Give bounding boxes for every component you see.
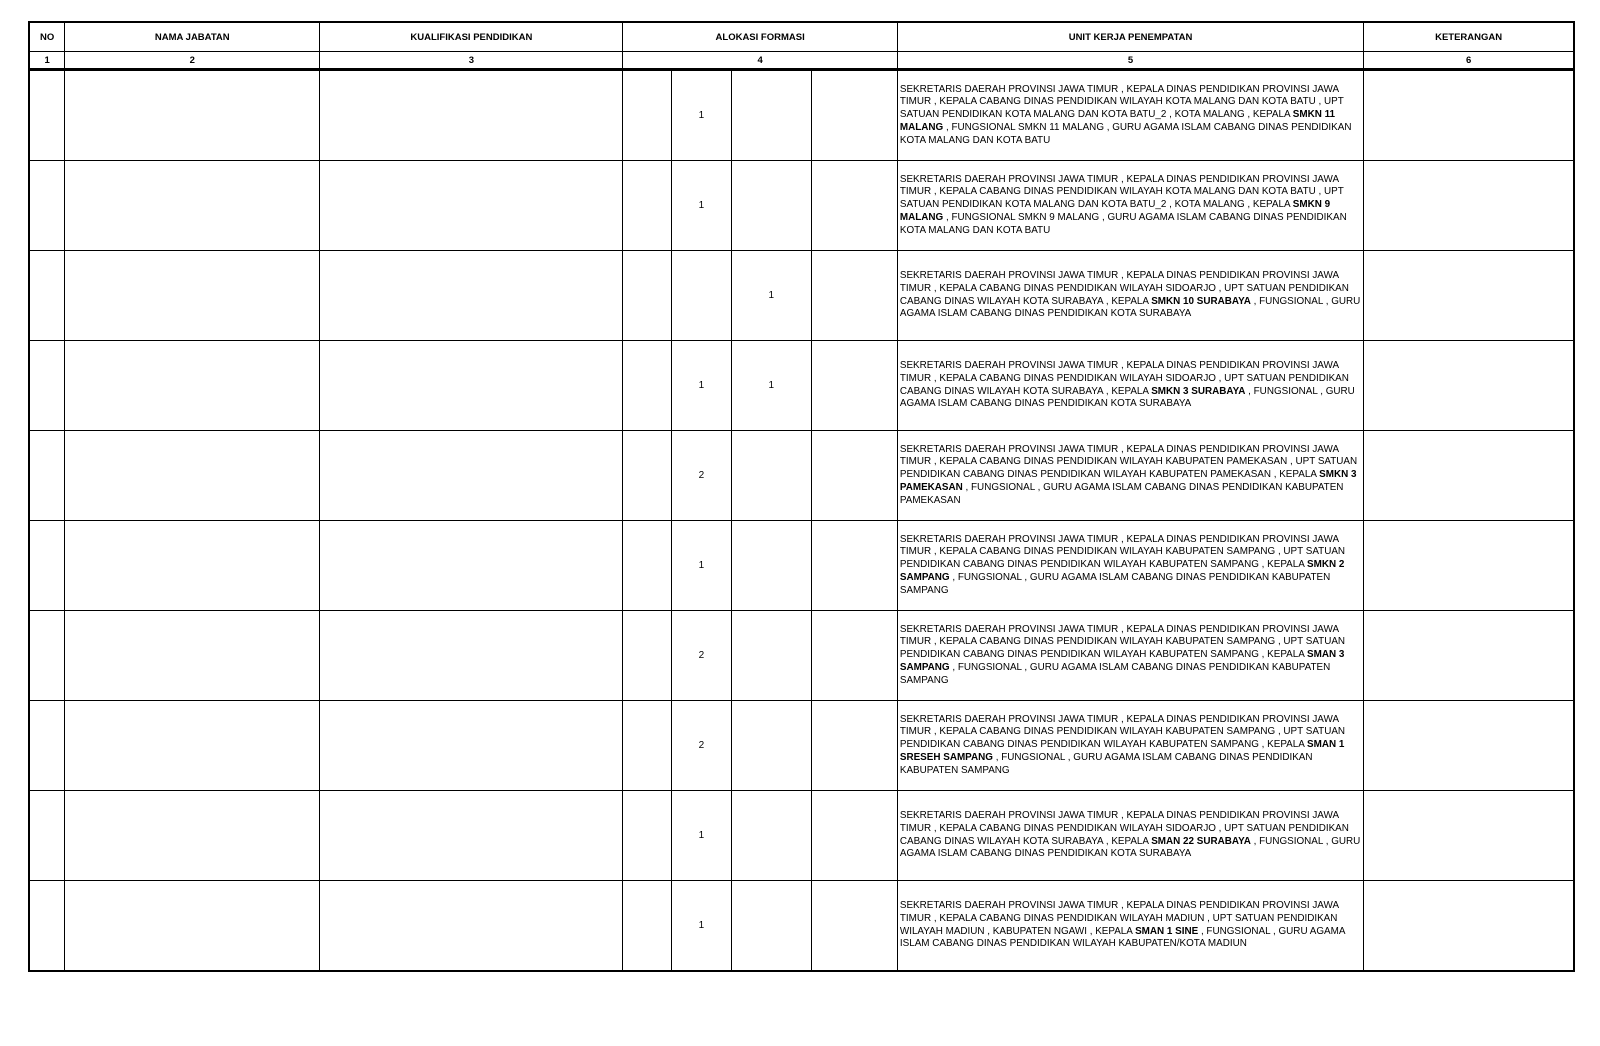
cell-alokasi-formasi [812,341,898,431]
unit-text: SEKRETARIS DAERAH PROVINSI JAWA TIMUR , KEPALA DINAS PENDIDIKAN PROVINSI JAWA TIMUR , KEPALA CABANG DINAS PENDIDIKAN WILAYAH SIDOARJO , UPT SATUAN PENDIDIKAN CABANG DINAS WILAYAH KOTA SURABAYA , KEPALA [899,809,1349,847]
cell-keterangan [1364,251,1574,341]
cell-alokasi-formasi [623,881,672,972]
cell-no [29,701,65,791]
cell-no [29,611,65,701]
unit-school-name: SMKN 9 MALANG [899,199,1331,223]
cell-nama-jabatan [65,881,320,972]
cell-alokasi-formasi [623,611,672,701]
unit-text: , FUNGSIONAL , GURU AGAMA ISLAM CABANG DINAS PENDIDIKAN KABUPATEN PAMEKASAN [899,481,1344,506]
cell-alokasi-formasi: 2 [672,701,731,791]
cell-alokasi-formasi: 1 [672,161,731,251]
cell-alokasi-formasi [731,791,812,881]
header-unit-kerja-penempatan: UNIT KERJA PENEMPATAN [897,22,1363,52]
cell-unit-kerja-penempatan [897,521,1363,611]
unit-text: SEKRETARIS DAERAH PROVINSI JAWA TIMUR , KEPALA DINAS PENDIDIKAN PROVINSI JAWA TIMUR , KEPALA CABANG DINAS PENDIDIKAN WILAYAH SIDOARJO , UPT SATUAN PENDIDIKAN CABANG DINAS WILAYAH KOTA SURABAYA , KEPALA [899,269,1349,307]
cell-nama-jabatan [65,611,320,701]
cell-alokasi-formasi [731,521,812,611]
unit-text: , FUNGSIONAL , GURU AGAMA ISLAM CABANG DINAS PENDIDIKAN WILAYAH KABUPATEN/KOTA MADIUN [899,925,1345,950]
cell-alokasi-formasi: 2 [672,611,731,701]
cell-keterangan [1364,881,1574,972]
cell-keterangan [1364,161,1574,251]
cell-kualifikasi-pendidikan [320,161,623,251]
cell-alokasi-formasi [812,611,898,701]
unit-school-name: SMKN 10 SURABAYA [1151,295,1251,307]
unit-text: SEKRETARIS DAERAH PROVINSI JAWA TIMUR , KEPALA DINAS PENDIDIKAN PROVINSI JAWA TIMUR , KEPALA CABANG DINAS PENDIDIKAN WILAYAH KABUPATEN SAMPANG , UPT SATUAN PENDIDIKAN CABANG DINAS PENDIDIKAN WILAYAH KABUPATEN SAMPANG , KEPALA [899,713,1346,751]
cell-keterangan [1364,341,1574,431]
column-number: 3 [320,52,623,70]
table-row [29,611,1574,701]
cell-alokasi-formasi [812,791,898,881]
cell-keterangan [1364,70,1574,161]
unit-text: SEKRETARIS DAERAH PROVINSI JAWA TIMUR , KEPALA DINAS PENDIDIKAN PROVINSI JAWA TIMUR , KEPALA CABANG DINAS PENDIDIKAN WILAYAH KOTA MALANG DAN KOTA BATU , UPT SATUAN PENDIDIKAN KOTA MALANG DAN KOTA BATU_2 , KOTA MALANG , KEPALA [899,83,1344,121]
table-row [29,701,1574,791]
cell-keterangan [1364,611,1574,701]
cell-nama-jabatan [65,701,320,791]
cell-alokasi-formasi [623,161,672,251]
cell-no [29,881,65,972]
column-number: 4 [623,52,897,70]
cell-alokasi-formasi: 1 [672,70,731,161]
cell-no [29,70,65,161]
cell-no [29,161,65,251]
header-no: NO [29,22,65,52]
cell-alokasi-formasi [623,70,672,161]
cell-alokasi-formasi [812,431,898,521]
unit-text: SEKRETARIS DAERAH PROVINSI JAWA TIMUR , KEPALA DINAS PENDIDIKAN PROVINSI JAWA TIMUR , KEPALA CABANG DINAS PENDIDIKAN WILAYAH KABUPATEN SAMPANG , UPT SATUAN PENDIDIKAN CABANG DINAS PENDIDIKAN WILAYAH KABUPATEN SAMPANG , KEPALA [899,623,1346,661]
unit-text: , FUNGSIONAL , GURU AGAMA ISLAM CABANG DINAS PENDIDIKAN KABUPATEN SAMPANG [899,571,1331,596]
cell-alokasi-formasi [812,251,898,341]
cell-no [29,341,65,431]
table-row [29,70,1574,161]
cell-kualifikasi-pendidikan [320,611,623,701]
cell-alokasi-formasi [812,521,898,611]
unit-text: , FUNGSIONAL , GURU AGAMA ISLAM CABANG DINAS PENDIDIKAN KOTA SURABAYA [899,835,1361,860]
header-alokasi-formasi: ALOKASI FORMASI [623,22,897,52]
cell-nama-jabatan [65,791,320,881]
table-row [29,341,1574,431]
cell-kualifikasi-pendidikan [320,431,623,521]
table-row [29,791,1574,881]
header-keterangan: KETERANGAN [1364,22,1574,52]
cell-unit-kerja-penempatan [897,701,1363,791]
cell-alokasi-formasi: 1 [731,341,812,431]
header-kualifikasi-pendidikan: KUALIFIKASI PENDIDIKAN [320,22,623,52]
cell-nama-jabatan [65,161,320,251]
table-row [29,431,1574,521]
cell-unit-kerja-penempatan [897,161,1363,251]
cell-alokasi-formasi [623,431,672,521]
cell-unit-kerja-penempatan [897,431,1363,521]
cell-keterangan [1364,791,1574,881]
cell-no [29,431,65,521]
cell-unit-kerja-penempatan [897,341,1363,431]
cell-no [29,791,65,881]
cell-alokasi-formasi [812,70,898,161]
table-row [29,521,1574,611]
cell-nama-jabatan [65,341,320,431]
cell-unit-kerja-penempatan [897,251,1363,341]
cell-kualifikasi-pendidikan [320,251,623,341]
unit-school-name: SMKN 3 SURABAYA [1151,385,1246,397]
table-row [29,881,1574,972]
cell-unit-kerja-penempatan [897,791,1363,881]
unit-text: , FUNGSIONAL , GURU AGAMA ISLAM CABANG DINAS PENDIDIKAN KABUPATEN SAMPANG [899,661,1331,686]
unit-school-name: SMAN 1 SINE [1135,925,1199,937]
cell-unit-kerja-penempatan [897,611,1363,701]
cell-alokasi-formasi [623,791,672,881]
column-number: 5 [897,52,1363,70]
header-row [29,22,1574,52]
cell-alokasi-formasi [672,251,731,341]
cell-alokasi-formasi [812,701,898,791]
unit-text: SEKRETARIS DAERAH PROVINSI JAWA TIMUR , KEPALA DINAS PENDIDIKAN PROVINSI JAWA TIMUR , KEPALA CABANG DINAS PENDIDIKAN WILAYAH KABUPATEN SAMPANG , UPT SATUAN PENDIDIKAN CABANG DINAS PENDIDIKAN WILAYAH KABUPATEN SAMPANG , KEPALA [899,533,1346,571]
cell-alokasi-formasi [623,341,672,431]
cell-alokasi-formasi [731,611,812,701]
header-nama-jabatan: NAMA JABATAN [65,22,320,52]
column-number-row [29,52,1574,70]
column-number: 6 [1364,52,1574,70]
cell-kualifikasi-pendidikan [320,341,623,431]
unit-text: , FUNGSIONAL SMKN 11 MALANG , GURU AGAMA ISLAM CABANG DINAS PENDIDIKAN KOTA MALANG DAN KOTA BATU [899,121,1352,146]
cell-nama-jabatan [65,70,320,161]
unit-text: , FUNGSIONAL , GURU AGAMA ISLAM CABANG DINAS PENDIDIKAN KOTA SURABAYA [899,295,1361,320]
cell-alokasi-formasi: 1 [672,341,731,431]
cell-alokasi-formasi: 1 [672,791,731,881]
cell-kualifikasi-pendidikan [320,70,623,161]
unit-school-name: SMKN 3 PAMEKASAN [899,469,1357,493]
formasi-table [28,21,1575,972]
column-number: 2 [65,52,320,70]
unit-text: , FUNGSIONAL , GURU AGAMA ISLAM CABANG DINAS PENDIDIKAN KABUPATEN SAMPANG [899,751,1313,776]
cell-keterangan [1364,701,1574,791]
cell-kualifikasi-pendidikan [320,881,623,972]
cell-alokasi-formasi: 1 [672,881,731,972]
cell-kualifikasi-pendidikan [320,521,623,611]
cell-alokasi-formasi: 1 [672,521,731,611]
cell-nama-jabatan [65,431,320,521]
cell-alokasi-formasi [731,431,812,521]
cell-alokasi-formasi [812,161,898,251]
table-row [29,161,1574,251]
cell-alokasi-formasi [731,701,812,791]
unit-school-name: SMKN 2 SAMPANG [899,559,1345,583]
cell-alokasi-formasi [731,70,812,161]
table-row [29,251,1574,341]
table-body [29,70,1574,972]
unit-school-name: SMAN 1 SRESEH SAMPANG [899,739,1345,763]
unit-text: SEKRETARIS DAERAH PROVINSI JAWA TIMUR , KEPALA DINAS PENDIDIKAN PROVINSI JAWA TIMUR , KEPALA CABANG DINAS PENDIDIKAN WILAYAH SIDOARJO , UPT SATUAN PENDIDIKAN CABANG DINAS WILAYAH KOTA SURABAYA , KEPALA [899,359,1349,397]
unit-text: SEKRETARIS DAERAH PROVINSI JAWA TIMUR , KEPALA DINAS PENDIDIKAN PROVINSI JAWA TIMUR , KEPALA CABANG DINAS PENDIDIKAN WILAYAH MADIUN , UPT SATUAN PENDIDIKAN WILAYAH MADIUN , KABUPATEN NGAWI , KEPALA [899,899,1339,937]
cell-alokasi-formasi [731,161,812,251]
cell-keterangan [1364,521,1574,611]
cell-alokasi-formasi: 2 [672,431,731,521]
cell-no [29,251,65,341]
cell-nama-jabatan [65,521,320,611]
cell-nama-jabatan [65,251,320,341]
cell-alokasi-formasi: 1 [731,251,812,341]
cell-alokasi-formasi [623,251,672,341]
unit-school-name: SMAN 3 SAMPANG [899,649,1345,673]
cell-alokasi-formasi [731,881,812,972]
unit-text: , FUNGSIONAL SMKN 9 MALANG , GURU AGAMA ISLAM CABANG DINAS PENDIDIKAN KOTA MALANG DAN KOTA BATU [899,211,1347,236]
cell-alokasi-formasi [812,881,898,972]
cell-kualifikasi-pendidikan [320,701,623,791]
unit-school-name: SMAN 22 SURABAYA [1151,835,1251,847]
unit-text: SEKRETARIS DAERAH PROVINSI JAWA TIMUR , KEPALA DINAS PENDIDIKAN PROVINSI JAWA TIMUR , KEPALA CABANG DINAS PENDIDIKAN WILAYAH KABUPATEN PAMEKASAN , UPT SATUAN PENDIDIKAN CABANG DINAS PENDIDIKAN WILAYAH KABUPATEN PAMEKASAN , KEPALA [899,443,1358,481]
cell-unit-kerja-penempatan [897,70,1363,161]
cell-alokasi-formasi [623,701,672,791]
column-number: 1 [29,52,65,70]
cell-keterangan [1364,431,1574,521]
unit-school-name: SMKN 11 MALANG [899,109,1336,133]
cell-kualifikasi-pendidikan [320,791,623,881]
unit-text: , FUNGSIONAL , GURU AGAMA ISLAM CABANG DINAS PENDIDIKAN KOTA SURABAYA [899,385,1355,410]
unit-text: SEKRETARIS DAERAH PROVINSI JAWA TIMUR , KEPALA DINAS PENDIDIKAN PROVINSI JAWA TIMUR , KEPALA CABANG DINAS PENDIDIKAN WILAYAH KOTA MALANG DAN KOTA BATU , UPT SATUAN PENDIDIKAN KOTA MALANG DAN KOTA BATU_2 , KOTA MALANG , KEPALA [899,173,1344,211]
cell-alokasi-formasi [623,521,672,611]
cell-no [29,521,65,611]
cell-unit-kerja-penempatan [897,881,1363,972]
